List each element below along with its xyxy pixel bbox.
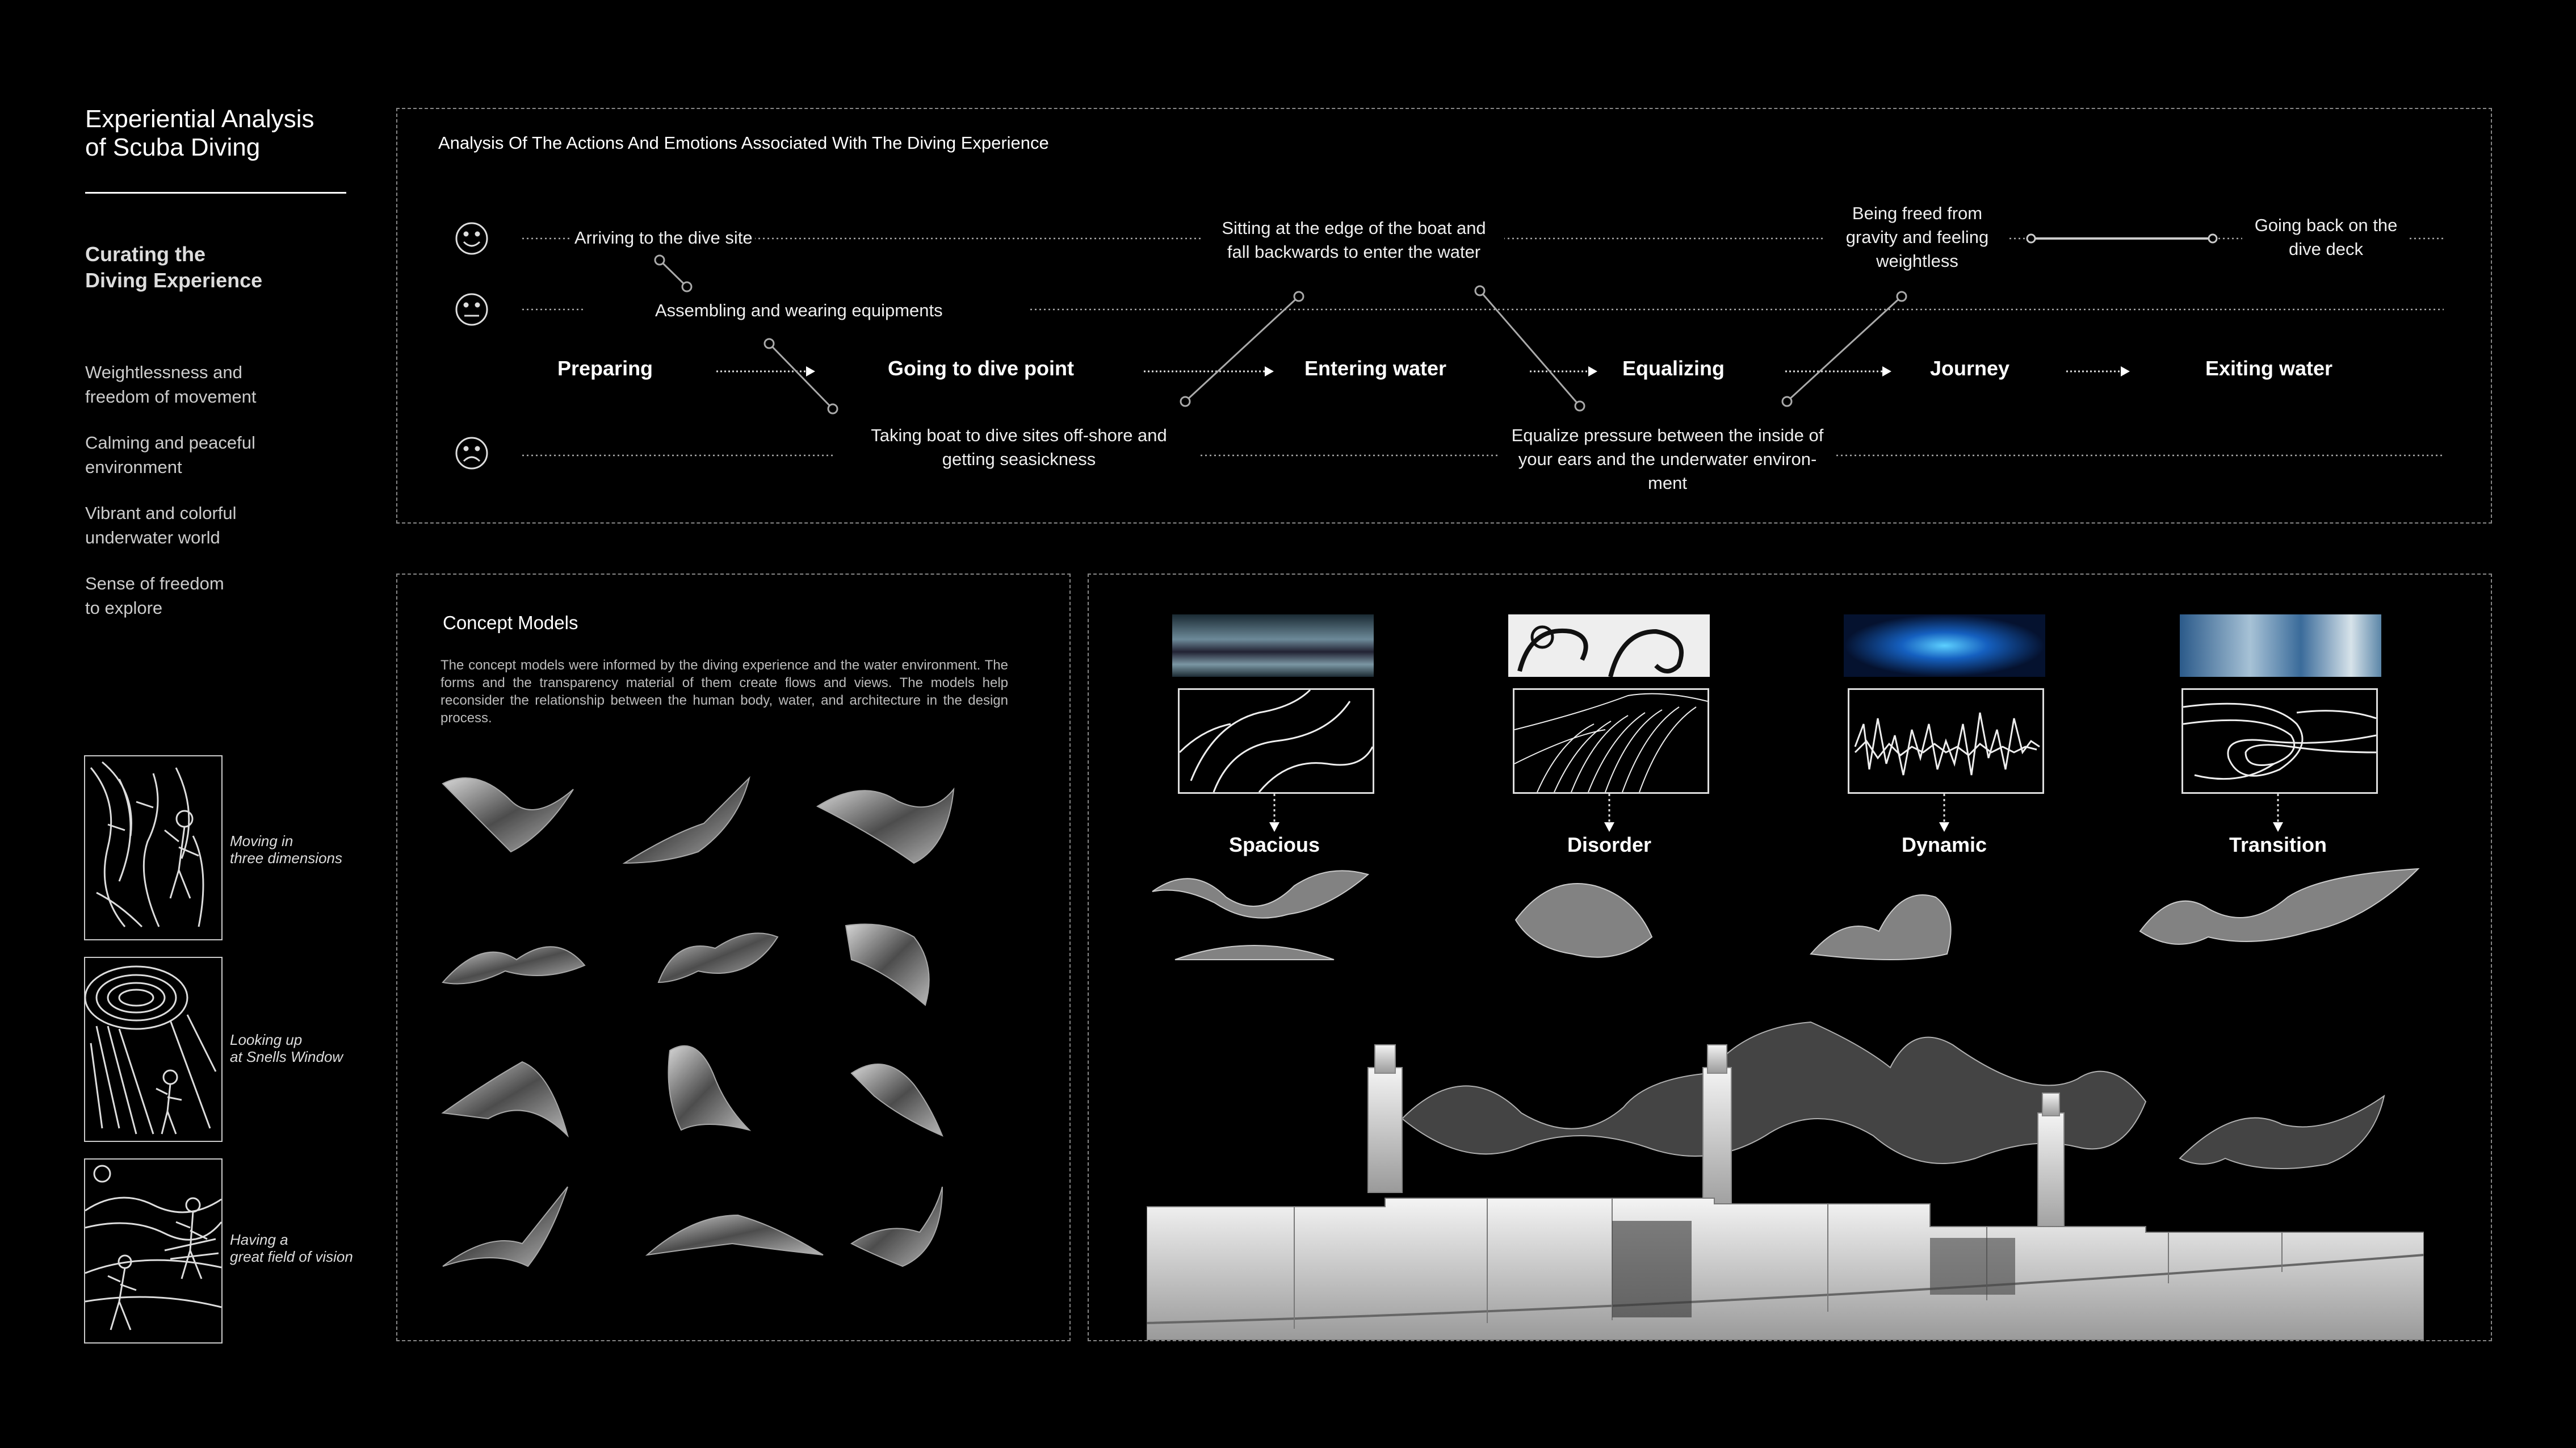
event-back-on-deck: Going back on the dive deck	[2242, 214, 2410, 261]
concept-label-spacious: Spacious	[1228, 833, 1320, 856]
event-equalize: Equalize pressure between the inside of your ears and the underwater environ- ment	[1499, 424, 1836, 495]
event-boat: Taking boat to dive sites off-shore and getting seasickness	[840, 424, 1198, 471]
stage-entering-water: Entering water	[1304, 357, 1447, 380]
sketch-caption-snells-window: Looking up at Snells Window	[230, 1031, 343, 1065]
event-assembling: Assembling and wearing equipments	[653, 299, 945, 323]
concept-models-title: Concept Models	[443, 612, 578, 633]
page-title: Experiential Analysis of Scuba Diving	[85, 105, 314, 161]
architectural-section-drawing	[1147, 988, 2424, 1340]
stage-exiting-water: Exiting water	[2205, 357, 2333, 380]
sketch-caption-three-dimensions: Moving in three dimensions	[230, 832, 342, 867]
concept-form-renderings	[1141, 852, 2447, 988]
page-subtitle: Curating the Diving Experience	[85, 242, 263, 292]
concept-label-dynamic: Dynamic	[1901, 833, 1987, 856]
concept-models-description: The concept models were informed by the diving experience and the water environment. The forms and the transparency material of them create flows and views. The models help reconsider the relationship between the human body, water, and architecture in the design process.	[440, 658, 1008, 726]
concept-label-transition: Transition	[2229, 833, 2327, 856]
stage-going-to-dive-point: Going to dive point	[888, 357, 1074, 380]
event-sitting: Sitting at the edge of the boat and fall backwards to enter the water	[1203, 216, 1504, 264]
sketch-caption-field-of-vision: Having a great field of vision	[230, 1231, 353, 1265]
sidebar-item-calming: Calming and peaceful environment	[85, 433, 255, 477]
event-freed: Being freed from gravity and feeling weightless	[1825, 202, 2009, 273]
stage-journey: Journey	[1930, 357, 2010, 380]
analysis-title: Analysis Of The Actions And Emotions Associated With The Diving Experience	[438, 133, 1049, 153]
stage-preparing: Preparing	[557, 357, 653, 380]
sidebar-item-freedom: Sense of freedom to explore	[85, 574, 224, 618]
sidebar-item-vibrant: Vibrant and colorful underwater world	[85, 503, 237, 547]
concept-label-disorder: Disorder	[1567, 833, 1652, 856]
event-arriving: Arriving to the dive site	[572, 226, 755, 250]
sidebar-item-weightlessness: Weightlessness and freedom of movement	[85, 362, 257, 407]
stage-equalizing: Equalizing	[1622, 357, 1725, 380]
